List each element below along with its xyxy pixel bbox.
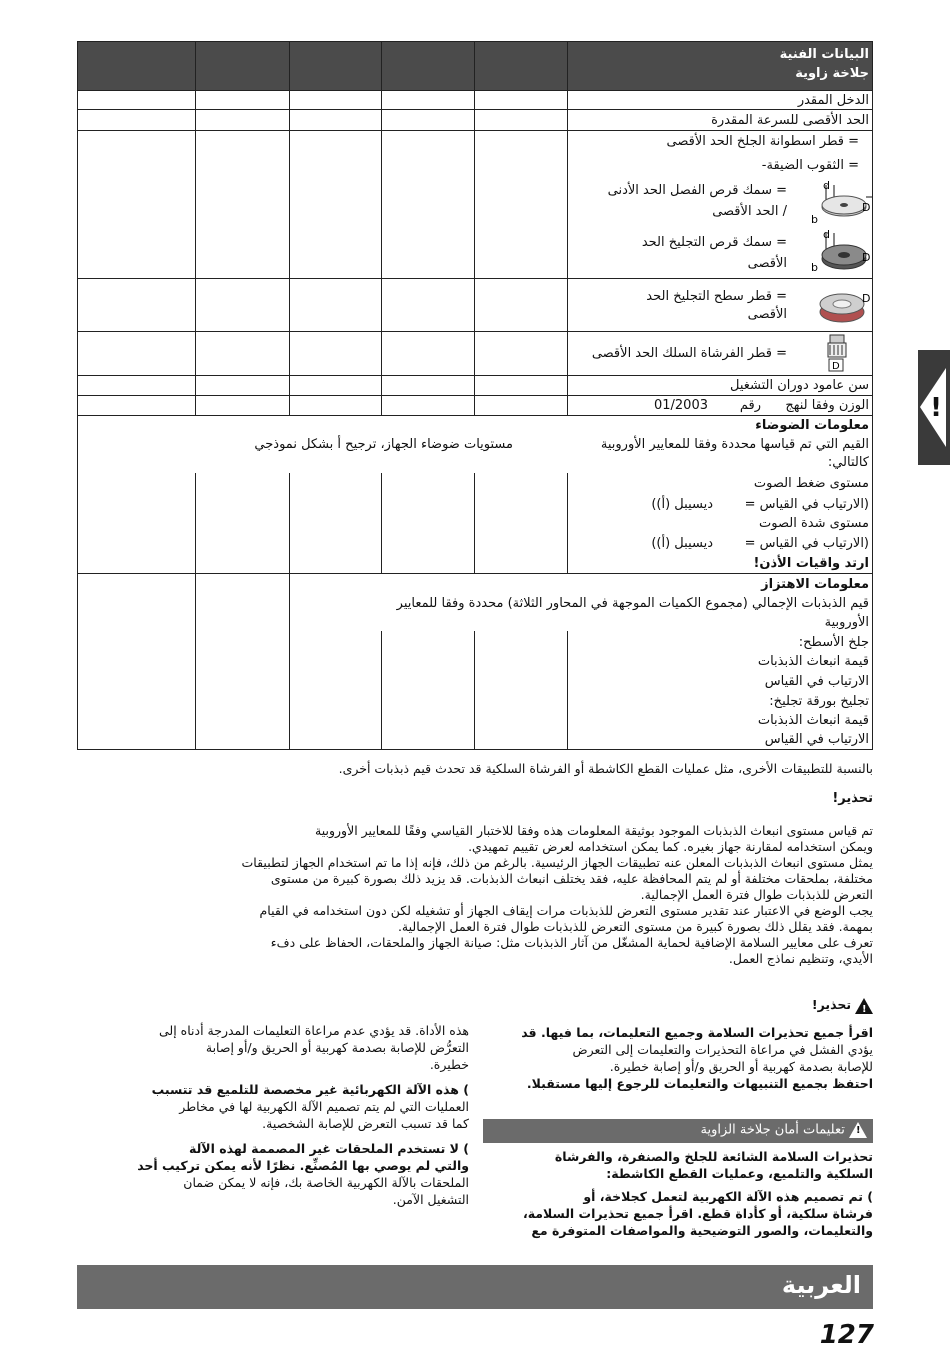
row-pad-diameter-2: الأقصى (747, 307, 787, 322)
grinding-disc-diagram (812, 229, 872, 277)
noise-title: معلومات الضوضاء (755, 418, 869, 433)
warning2-title: تحذير! (811, 997, 852, 1012)
row-spindle-thread: سن عامود دوران التشغيل (729, 378, 869, 393)
table-header-title (780, 45, 869, 83)
safety-bar-content (701, 1122, 867, 1138)
noise-intro-1: القيم التي تم قياسها محددة وفقا للمعايير الأوروبية (600, 437, 869, 452)
warning-triangle-icon: ! (855, 998, 873, 1014)
label-d-2: d (823, 228, 830, 241)
left-line-d4: التشغيل الآمن. (392, 1192, 469, 1207)
header-title-line-1: البيانات الفنية (779, 47, 869, 62)
warning1-p2-3: التعرض للذبذبات طوال فترة العمل الإجمالية. (640, 887, 873, 902)
row-max-speed: الحد الأقصى للسرعة المقدرة (711, 113, 869, 128)
vibration-sanding: تجليخ بورقة تجليخ: (769, 694, 869, 709)
left-line-d1: ) لا تستخدم الملحقات غير المصممة لهذه الآلة (189, 1141, 469, 1156)
row-weight-label: الوزن وفقا لنهج (785, 398, 869, 413)
label-D-3: D (862, 292, 871, 305)
noise-sound-power: مستوى شدة الصوت (759, 516, 869, 531)
right-item-line-3: والتعليمات، والصور التوضيحية والمواصفات المتوفرة مع (531, 1223, 873, 1238)
warning1-p4-2: الأيدي، وتنظيم نماذج العمل. (728, 951, 873, 966)
row-pad-diameter-1: = قطر سطح التجليخ الحد (646, 289, 787, 304)
warning1-p1-2: ويمكن استخدامه لمقارنة جهاز بغيره. كما يمكن استخدامه لعرض تقييم تمهيدي. (468, 839, 873, 854)
side-tab (918, 350, 950, 465)
vibration-emission-2: قيمة انبعاث الذبذبات (757, 713, 869, 728)
warning1-body (77, 823, 873, 967)
noise-uncertainty-2: (الارتياب في القياس = (744, 536, 869, 551)
noise-ear-protection: ارتد واقيات الأذن! (753, 556, 869, 571)
label-D-2: D (862, 251, 871, 264)
label-d: d (823, 179, 830, 192)
vibration-title: معلومات الاهتزاز (761, 577, 869, 592)
warning2-line-1: اقرأ جميع تحذيرات السلامة وجميع التعليمات، بما فيها. قد (521, 1025, 873, 1040)
row-weight-number: 01/2003 (653, 398, 708, 413)
right-heading-1: تحذيرات السلامة الشائعة للجلخ والصنفرة، والفرشاة (554, 1149, 873, 1164)
label-b-2: b (811, 261, 818, 274)
noise-sound-pressure: مستوى ضغط الصوت (753, 476, 869, 491)
sanding-pad-diagram (812, 282, 872, 328)
left-line-c1: هذه الأداة. قد يؤدي عدم مراعاة التعليمات المدرجة أدناه إلى (159, 1023, 469, 1038)
row-cutting-thickness-2: / الحد الأقصى (712, 204, 787, 219)
right-item-line-1: ) تم تصميم هذه الآلة الكهربية لتعمل كجلاخة، أو (583, 1189, 873, 1204)
left-line-b2: العمليات التي لم يتم تصميم الآلة الكهربية لها في مخاطر (179, 1099, 469, 1114)
vibration-surface-grinding: جلخ الأسطح: (798, 635, 869, 650)
warning2-body (483, 1024, 873, 1092)
left-line-b3: كما قد تسبب التعرض للإصابة الشخصية. (262, 1116, 469, 1131)
right-heading-2: السلكية والتلميع، وعمليات القطع الكاشطة: (606, 1166, 873, 1181)
warning2-line-2: يؤدي الفشل في مراعاة التحذيرات والتعليمات إلى التعرض (572, 1042, 873, 1057)
noise-db-1: ديسيبل (أ)) (651, 497, 713, 512)
row-wire-brush-diameter: = قطر الفرشاة السلك الحد الأقصى (591, 346, 787, 361)
row-rated-input: الدخل المقدر (797, 93, 869, 108)
label-D: D (862, 201, 871, 214)
warning1-p1-1: تم قياس مستوى انبعاث الذبذبات الموجود بوثيقة المعلومات هذه وفقا للاختبار القياسي وفقًا للمعايير الأوروبية (315, 823, 873, 838)
vibration-intro-1: قيم الذبذبات الإجمالي (مجموع الكميات الموجهة في المحاور الثلاثة) محددة وفقا للمعايير (396, 596, 869, 611)
right-column-body (483, 1148, 873, 1239)
vibration-intro-2: الأوروبية (824, 615, 869, 630)
header-title-line-2: جلاخة زاوية (795, 66, 869, 81)
safety-instructions-bar (483, 1119, 873, 1143)
warning2-header (483, 996, 873, 1014)
label-D-4: D (832, 361, 840, 372)
wire-brush-diagram (822, 333, 862, 373)
left-line-b1: ) هذه الآلة الكهربائية غير مخصصة للتلميع قد تتسبب (151, 1082, 469, 1097)
table-header (77, 41, 873, 90)
noise-uncertainty-1: (الارتياب في القياس = (744, 497, 869, 512)
safety-bar-title: تعليمات أمان جلاخة الزاوية (700, 1122, 845, 1138)
vibration-emission-1: قيمة انبعاث الذبذبات (757, 654, 869, 669)
left-line-d3: الملحقات بالآلة الكهربية الخاصة بك، فإنه لا يمكن ضمان (183, 1175, 469, 1190)
exclamation-icon (918, 350, 950, 465)
warning2-line-3: للإصابة بصدمة كهربية أو الحريق و/أو إصابة خطيرة. (609, 1059, 873, 1074)
noise-intro-2: كالتالي: (827, 455, 869, 470)
row-thin-holes: = الثقوب الضيقة- (761, 158, 859, 173)
note-other-applications: بالنسبة للتطبيقات الأخرى، مثل عمليات القطع الكاشطة أو الفرشاة السلكية قد تحدث قيم ذبذبات أخرى. (338, 761, 873, 776)
left-line-c3: خطيرة. (429, 1057, 469, 1072)
row-grinding-thickness-1: = سمك قرص التجليخ الحد (641, 235, 787, 250)
warning2-line-4: احتفظ بجميع التنبيهات والتعليمات للرجوع إليها مستقبلا. (526, 1076, 873, 1091)
vibration-uncertainty-2: الارتياب في القياس (764, 732, 869, 747)
warning1-p3-1: يجب الوضع في الاعتبار عند تقدير مستوى التعرض للذبذبات مرات إيقاف الجهاز أو تشغيله لكن دون استخدامه في القيام (259, 903, 873, 918)
noise-db-2: ديسيبل (أ)) (651, 536, 713, 551)
language-bar (77, 1265, 873, 1309)
left-column-body (77, 1022, 469, 1208)
row-grinding-thickness-2: الأقصى (747, 256, 787, 271)
warning1-p2-2: مختلفة، بملحقات مختلفة أو لم يتم المحافظة عليه، فقد يختلف انبعاث الذبذبات. قد يزيد ذلك بصورة كبيرة من مستوى (270, 871, 873, 886)
warning1-p3-2: بمهمة. فقد يقلل ذلك بصورة كبيرة من مستوى التعرض للذبذبات طوال فترة العمل الإجمالية. (397, 919, 873, 934)
left-line-d2: والتي لم يوصي بها المُصنِّع. نظرًا لأنه يمكن تركيب أحد (137, 1158, 469, 1173)
warning1-p2-1: يمثل مستوى انبعاث الذبذبات المعلن عنه تطبيقات الجهاز الرئيسية. بالرغم من ذلك، فإنه إذا ما تم استخدام الجهاز لتطبيقات (241, 855, 873, 870)
vibration-uncertainty-1: الارتياب في القياس (764, 674, 869, 689)
warning1-title: تحذير! (832, 791, 873, 806)
cutting-disc-diagram (812, 179, 872, 229)
row-weight-number-label: رقم (739, 398, 761, 413)
spec-table (77, 41, 873, 750)
right-item-line-2: فرشاة سلكية، أو كأداة قطع. اقرأ جميع تحذيرات السلامة، (522, 1206, 873, 1221)
row-cutting-thickness-1: = سمك قرص الفصل الحد الأدنى (607, 183, 787, 198)
warning-triangle-icon-2: ! (849, 1122, 867, 1138)
page-number: 127 (819, 1320, 874, 1350)
label-b: b (811, 213, 818, 226)
row-max-disc-diameter: = قطر اسطوانة الجلخ الحد الأقصى (666, 134, 859, 149)
noise-right-note: مستويات ضوضاء الجهاز، ترجيح أ بشكل نموذجي (254, 437, 513, 452)
left-line-c2: التعرُّض للإصابة بصدمة كهربية أو الحريق و/أو إصابة (205, 1040, 469, 1055)
svg-text:!: ! (930, 393, 942, 423)
language-label: العربية (781, 1271, 861, 1299)
warning1-p4-1: تعرف على معايير السلامة الإضافية لحماية المشغّل من آثار الذبذبات مثل: صيانة الجهاز والملحقات، الحفاظ على دفء (270, 935, 873, 950)
